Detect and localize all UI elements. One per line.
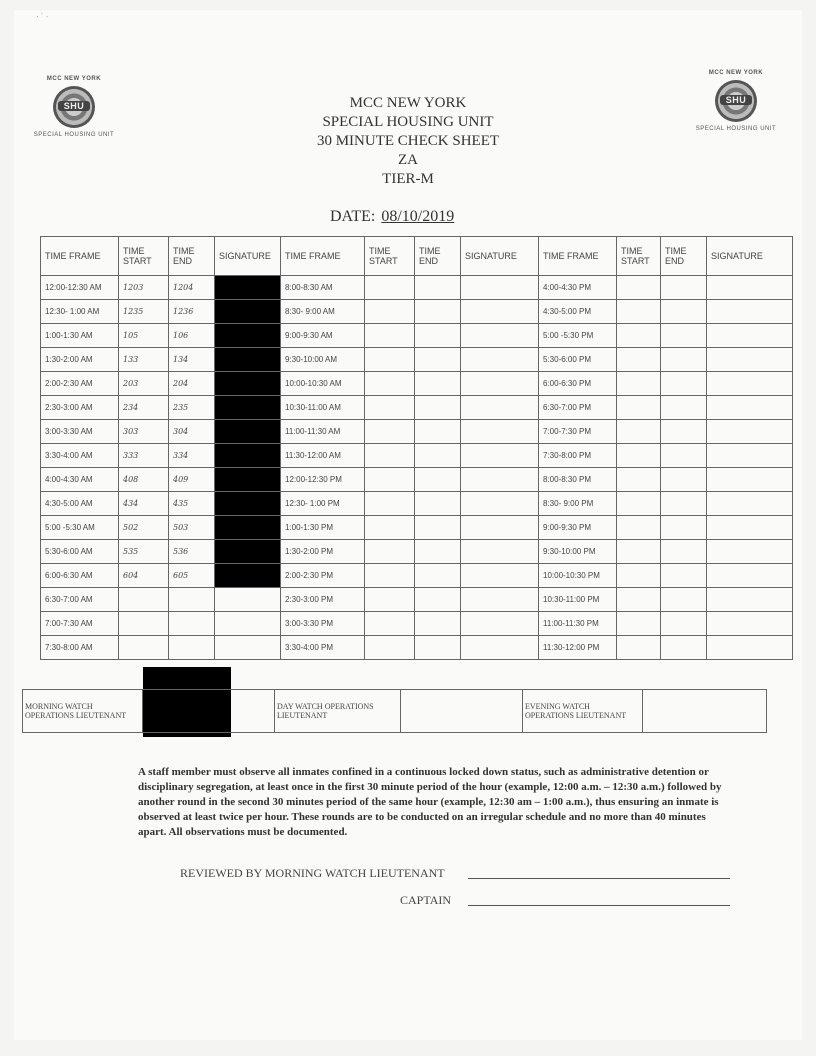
time-frame-cell: 1:00-1:30 AM — [41, 324, 119, 348]
time-frame-cell: 2:30-3:00 PM — [281, 588, 365, 612]
time-frame-cell: 5:00 -5:30 AM — [41, 516, 119, 540]
time-start-cell[interactable] — [617, 612, 661, 636]
time-frame-cell: 6:00-6:30 AM — [41, 564, 119, 588]
time-end-cell[interactable] — [415, 276, 461, 300]
time-frame-cell: 1:30-2:00 PM — [281, 540, 365, 564]
time-start-cell[interactable] — [617, 396, 661, 420]
time-start-cell[interactable]: 333 — [119, 444, 169, 468]
header-line-4: ZA — [398, 152, 418, 168]
time-start-cell[interactable] — [617, 564, 661, 588]
time-start-cell[interactable] — [617, 444, 661, 468]
signature-cell[interactable] — [215, 444, 281, 468]
signature-cell[interactable] — [707, 300, 793, 324]
morning-watch-signature[interactable] — [143, 690, 275, 733]
header-block — [0, 94, 816, 189]
signature-cell[interactable] — [707, 372, 793, 396]
time-end-cell[interactable] — [415, 588, 461, 612]
time-frame-cell: 11:30-12:00 AM — [281, 444, 365, 468]
signature-cell[interactable] — [461, 276, 539, 300]
signature-cell[interactable] — [215, 588, 281, 612]
signature-cell[interactable] — [215, 420, 281, 444]
signature-cell[interactable] — [707, 324, 793, 348]
time-start-cell[interactable] — [365, 348, 415, 372]
signature-cell[interactable] — [707, 612, 793, 636]
header-line-3: 30 MINUTE CHECK SHEET — [316, 133, 500, 149]
column-header: TIME START — [617, 237, 661, 276]
time-end-cell[interactable] — [415, 468, 461, 492]
time-end-cell[interactable] — [661, 612, 707, 636]
time-end-cell[interactable]: 204 — [169, 372, 215, 396]
time-start-cell[interactable]: 1235 — [119, 300, 169, 324]
time-frame-cell: 12:30- 1:00 AM — [41, 300, 119, 324]
time-frame-cell: 3:00-3:30 PM — [281, 612, 365, 636]
date-value: 08/10/2019 — [381, 208, 455, 225]
time-end-cell[interactable] — [661, 468, 707, 492]
logo-right-bottom-text: SPECIAL HOUSING UNIT — [695, 126, 777, 132]
time-frame-cell: 6:00-6:30 PM — [539, 372, 617, 396]
table-row — [41, 612, 793, 636]
time-end-cell[interactable] — [415, 420, 461, 444]
time-start-cell[interactable] — [617, 540, 661, 564]
time-start-cell[interactable] — [365, 492, 415, 516]
time-frame-cell: 4:00-4:30 PM — [539, 276, 617, 300]
logo-left-bottom-text: SPECIAL HOUSING UNIT — [33, 132, 115, 138]
column-header: TIME START — [119, 237, 169, 276]
table-row — [41, 372, 793, 396]
evening-watch-signature[interactable] — [643, 690, 767, 733]
signature-cell[interactable] — [461, 372, 539, 396]
time-end-cell[interactable] — [661, 540, 707, 564]
signature-cell[interactable] — [707, 348, 793, 372]
column-header: SIGNATURE — [215, 237, 281, 276]
reviewed-signature-line[interactable] — [468, 878, 730, 879]
time-frame-cell: 1:00-1:30 PM — [281, 516, 365, 540]
time-end-cell[interactable] — [661, 372, 707, 396]
time-frame-cell: 4:30-5:00 AM — [41, 492, 119, 516]
time-frame-cell: 12:30- 1:00 PM — [281, 492, 365, 516]
time-frame-cell: 7:30-8:00 AM — [41, 636, 119, 660]
time-start-cell[interactable]: 234 — [119, 396, 169, 420]
time-start-cell[interactable] — [617, 468, 661, 492]
time-end-cell[interactable]: 106 — [169, 324, 215, 348]
time-end-cell[interactable] — [415, 492, 461, 516]
logo-left-top-text: MCC NEW YORK — [46, 76, 102, 82]
reviewed-label: REVIEWED BY MORNING WATCH LIEUTENANT — [180, 866, 445, 880]
time-end-cell[interactable] — [661, 564, 707, 588]
logo-left-badge: SHU — [58, 101, 90, 111]
time-end-cell[interactable]: 605 — [169, 564, 215, 588]
time-end-cell[interactable] — [415, 612, 461, 636]
time-frame-cell: 11:00-11:30 AM — [281, 420, 365, 444]
time-frame-cell: 12:00-12:30 PM — [281, 468, 365, 492]
table-row — [41, 396, 793, 420]
time-start-cell[interactable]: 1203 — [119, 276, 169, 300]
time-frame-cell: 8:30- 9:00 AM — [281, 300, 365, 324]
signature-cell[interactable] — [461, 516, 539, 540]
time-end-cell[interactable]: 304 — [169, 420, 215, 444]
time-frame-cell: 9:30-10:00 AM — [281, 348, 365, 372]
time-start-cell[interactable] — [365, 420, 415, 444]
time-start-cell[interactable]: 502 — [119, 516, 169, 540]
time-end-cell[interactable] — [415, 444, 461, 468]
time-frame-cell: 11:00-11:30 PM — [539, 612, 617, 636]
signature-cell[interactable] — [461, 564, 539, 588]
time-frame-cell: 6:30-7:00 PM — [539, 396, 617, 420]
time-start-cell[interactable] — [365, 372, 415, 396]
time-end-cell[interactable] — [661, 300, 707, 324]
time-start-cell[interactable] — [617, 276, 661, 300]
signature-cell[interactable] — [461, 396, 539, 420]
time-start-cell[interactable]: 203 — [119, 372, 169, 396]
time-start-cell[interactable] — [617, 324, 661, 348]
time-start-cell[interactable] — [119, 636, 169, 660]
time-start-cell[interactable]: 408 — [119, 468, 169, 492]
scan-specks: · ˙ · — [36, 12, 49, 21]
table-row — [41, 468, 793, 492]
time-frame-cell: 10:00-10:30 AM — [281, 372, 365, 396]
time-frame-cell: 5:30-6:00 AM — [41, 540, 119, 564]
time-end-cell[interactable] — [169, 588, 215, 612]
time-start-cell[interactable] — [365, 300, 415, 324]
signature-cell[interactable] — [215, 348, 281, 372]
signature-cell[interactable] — [461, 348, 539, 372]
signature-cell[interactable] — [215, 612, 281, 636]
watch-signature-table — [22, 689, 767, 733]
time-end-cell[interactable]: 435 — [169, 492, 215, 516]
time-end-cell[interactable] — [661, 420, 707, 444]
signature-cell[interactable] — [707, 492, 793, 516]
column-header: TIME FRAME — [281, 237, 365, 276]
time-start-cell[interactable]: 535 — [119, 540, 169, 564]
time-end-cell[interactable]: 334 — [169, 444, 215, 468]
time-end-cell[interactable] — [415, 324, 461, 348]
time-frame-cell: 2:00-2:30 PM — [281, 564, 365, 588]
time-end-cell[interactable]: 235 — [169, 396, 215, 420]
time-start-cell[interactable] — [119, 588, 169, 612]
time-end-cell[interactable] — [415, 540, 461, 564]
time-frame-cell: 3:30-4:00 AM — [41, 444, 119, 468]
time-start-cell[interactable] — [365, 276, 415, 300]
time-end-cell[interactable] — [661, 588, 707, 612]
time-frame-cell: 10:00-10:30 PM — [539, 564, 617, 588]
table-row — [41, 348, 793, 372]
time-start-cell[interactable] — [617, 420, 661, 444]
logo-right-top-text: MCC NEW YORK — [708, 70, 764, 76]
time-frame-cell: 3:30-4:00 PM — [281, 636, 365, 660]
column-header: SIGNATURE — [461, 237, 539, 276]
signature-cell[interactable] — [215, 324, 281, 348]
time-end-cell[interactable] — [661, 324, 707, 348]
column-header: TIME FRAME — [539, 237, 617, 276]
table-row — [41, 444, 793, 468]
time-start-cell[interactable] — [119, 612, 169, 636]
header-line-5: TIER-M — [382, 171, 434, 187]
signature-cell[interactable] — [461, 492, 539, 516]
column-header: TIME START — [365, 237, 415, 276]
table-row — [41, 324, 793, 348]
time-start-cell[interactable] — [365, 588, 415, 612]
signature-cell[interactable] — [215, 564, 281, 588]
time-end-cell[interactable] — [415, 372, 461, 396]
table-row — [41, 492, 793, 516]
time-start-cell[interactable] — [365, 516, 415, 540]
table-row — [41, 564, 793, 588]
signature-cell[interactable] — [461, 324, 539, 348]
time-frame-cell: 7:00-7:30 PM — [539, 420, 617, 444]
time-start-cell[interactable] — [617, 588, 661, 612]
time-end-cell[interactable] — [661, 276, 707, 300]
time-end-cell[interactable] — [661, 516, 707, 540]
date-field — [330, 208, 454, 226]
signature-cell[interactable] — [461, 300, 539, 324]
time-frame-cell: 10:30-11:00 AM — [281, 396, 365, 420]
table-row — [41, 636, 793, 660]
signature-cell[interactable] — [215, 540, 281, 564]
time-start-cell[interactable] — [365, 612, 415, 636]
time-end-cell[interactable] — [169, 636, 215, 660]
time-end-cell[interactable] — [661, 492, 707, 516]
watch-row — [23, 690, 767, 733]
captain-label: CAPTAIN — [400, 893, 452, 907]
time-end-cell[interactable] — [661, 348, 707, 372]
instructions-paragraph: A staff member must observe all inmates confined in a continuous locked down status, such as administrative detention or disciplinary segregation, at least once in the first 30 minute period of the hour (example, 12:00 a.m. – 12:30 a.m.) followed by another round in the second 30 minutes period of the same hour (example, 12:30 am – 1:00 a.m.), thus ensuring an inmate is observed at least twice per hour. These rounds are to be conducted on an irregular schedule and no more than 40 minutes apart. All observations must be documented. — [138, 766, 722, 838]
time-start-cell[interactable] — [365, 396, 415, 420]
table-row — [41, 276, 793, 300]
date-label: DATE: — [330, 208, 376, 225]
signature-cell[interactable] — [215, 492, 281, 516]
time-start-cell[interactable]: 604 — [119, 564, 169, 588]
time-frame-cell: 8:00-8:30 AM — [281, 276, 365, 300]
time-frame-cell: 3:00-3:30 AM — [41, 420, 119, 444]
table-row — [41, 300, 793, 324]
time-start-cell[interactable] — [617, 300, 661, 324]
time-frame-cell: 6:30-7:00 AM — [41, 588, 119, 612]
signature-cell[interactable] — [707, 540, 793, 564]
time-frame-cell: 4:30-5:00 PM — [539, 300, 617, 324]
time-frame-cell: 9:00-9:30 AM — [281, 324, 365, 348]
time-start-cell[interactable] — [617, 636, 661, 660]
time-start-cell[interactable] — [365, 468, 415, 492]
time-end-cell[interactable] — [661, 444, 707, 468]
signature-cell[interactable] — [707, 444, 793, 468]
captain-signature-line[interactable] — [468, 905, 730, 906]
time-frame-cell: 1:30-2:00 AM — [41, 348, 119, 372]
time-start-cell[interactable] — [617, 372, 661, 396]
signature-cell[interactable] — [707, 564, 793, 588]
time-end-cell[interactable]: 503 — [169, 516, 215, 540]
time-end-cell[interactable] — [415, 636, 461, 660]
signature-cell[interactable] — [461, 588, 539, 612]
signature-cell[interactable] — [461, 636, 539, 660]
signature-cell[interactable] — [707, 396, 793, 420]
table-row — [41, 540, 793, 564]
logo-right-badge: SHU — [720, 95, 752, 105]
time-frame-cell: 9:30-10:00 PM — [539, 540, 617, 564]
column-header: TIME FRAME — [41, 237, 119, 276]
check-log-table — [40, 236, 793, 660]
signature-cell[interactable] — [707, 420, 793, 444]
signature-cell[interactable] — [461, 540, 539, 564]
time-frame-cell: 8:30- 9:00 PM — [539, 492, 617, 516]
column-header: TIME END — [169, 237, 215, 276]
time-end-cell[interactable] — [415, 300, 461, 324]
column-header: TIME END — [661, 237, 707, 276]
time-frame-cell: 9:00-9:30 PM — [539, 516, 617, 540]
signature-cell[interactable] — [215, 468, 281, 492]
time-start-cell[interactable] — [365, 324, 415, 348]
signature-cell[interactable] — [215, 300, 281, 324]
time-end-cell[interactable]: 536 — [169, 540, 215, 564]
signature-cell[interactable] — [707, 636, 793, 660]
signature-cell[interactable] — [707, 468, 793, 492]
signature-cell[interactable] — [461, 444, 539, 468]
time-start-cell[interactable]: 133 — [119, 348, 169, 372]
signature-cell[interactable] — [461, 420, 539, 444]
header-line-2: SPECIAL HOUSING UNIT — [322, 114, 494, 130]
signature-cell[interactable] — [215, 516, 281, 540]
signature-cell[interactable] — [215, 372, 281, 396]
day-watch-label: DAY WATCH OPERATIONS LIEUTENANT — [275, 690, 401, 733]
signature-cell[interactable] — [461, 468, 539, 492]
signature-cell[interactable] — [707, 276, 793, 300]
signature-cell[interactable] — [461, 612, 539, 636]
time-start-cell[interactable] — [365, 636, 415, 660]
time-frame-cell: 2:00-2:30 AM — [41, 372, 119, 396]
morning-watch-label: MORNING WATCH OPERATIONS LIEUTENANT — [23, 690, 143, 733]
signature-cell[interactable] — [215, 636, 281, 660]
time-end-cell[interactable] — [169, 612, 215, 636]
time-frame-cell: 12:00-12:30 AM — [41, 276, 119, 300]
time-start-cell[interactable] — [365, 564, 415, 588]
time-frame-cell: 7:00-7:30 AM — [41, 612, 119, 636]
header-line-1: MCC NEW YORK — [349, 95, 467, 111]
time-end-cell[interactable]: 1236 — [169, 300, 215, 324]
time-frame-cell: 4:00-4:30 AM — [41, 468, 119, 492]
time-start-cell[interactable]: 105 — [119, 324, 169, 348]
time-frame-cell: 2:30-3:00 AM — [41, 396, 119, 420]
time-start-cell[interactable] — [365, 540, 415, 564]
evening-watch-label: EVENING WATCH OPERATIONS LIEUTENANT — [523, 690, 643, 733]
time-frame-cell: 7:30-8:00 PM — [539, 444, 617, 468]
time-end-cell[interactable] — [661, 396, 707, 420]
time-frame-cell: 5:30-6:00 PM — [539, 348, 617, 372]
time-frame-cell: 11:30-12:00 PM — [539, 636, 617, 660]
signature-cell[interactable] — [215, 276, 281, 300]
time-start-cell[interactable]: 303 — [119, 420, 169, 444]
time-frame-cell: 8:00-8:30 PM — [539, 468, 617, 492]
signature-cell[interactable] — [707, 588, 793, 612]
time-start-cell[interactable] — [617, 516, 661, 540]
signature-cell[interactable] — [215, 396, 281, 420]
time-end-cell[interactable] — [415, 348, 461, 372]
time-start-cell[interactable]: 434 — [119, 492, 169, 516]
day-watch-signature[interactable] — [401, 690, 523, 733]
table-row — [41, 420, 793, 444]
header-row — [41, 237, 793, 276]
signature-cell[interactable] — [707, 516, 793, 540]
time-start-cell[interactable] — [617, 492, 661, 516]
table-row — [41, 588, 793, 612]
time-end-cell[interactable]: 409 — [169, 468, 215, 492]
time-end-cell[interactable] — [415, 396, 461, 420]
column-header: SIGNATURE — [707, 237, 793, 276]
time-end-cell[interactable] — [415, 516, 461, 540]
time-end-cell[interactable]: 1204 — [169, 276, 215, 300]
time-frame-cell: 10:30-11:00 PM — [539, 588, 617, 612]
time-frame-cell: 5:00 -5:30 PM — [539, 324, 617, 348]
time-end-cell[interactable]: 134 — [169, 348, 215, 372]
column-header: TIME END — [415, 237, 461, 276]
time-start-cell[interactable] — [617, 348, 661, 372]
time-end-cell[interactable] — [415, 564, 461, 588]
time-start-cell[interactable] — [365, 444, 415, 468]
table-row — [41, 516, 793, 540]
time-end-cell[interactable] — [661, 636, 707, 660]
log-body — [41, 276, 793, 660]
